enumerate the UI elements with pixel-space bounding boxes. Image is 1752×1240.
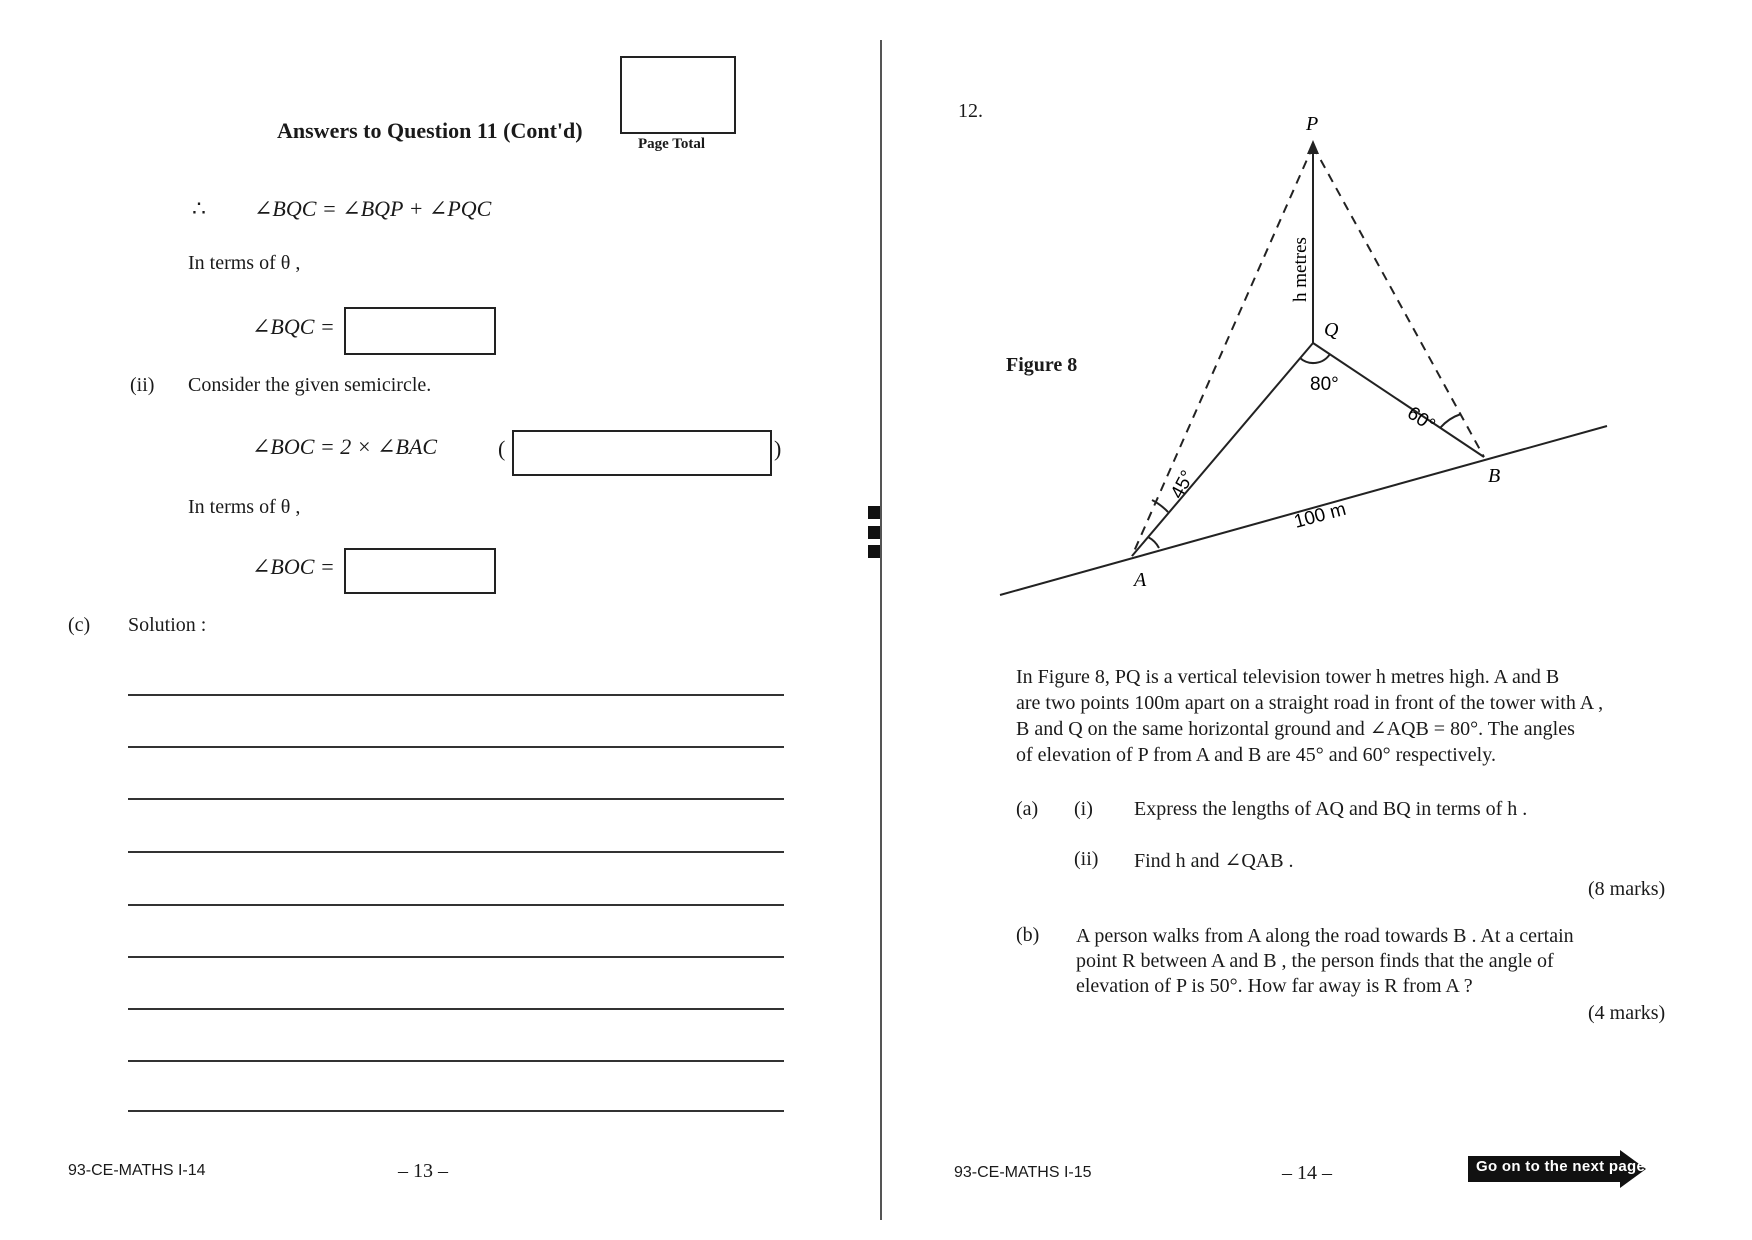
equation-boc-angle: ∠BOC = 2 × ∠BAC: [252, 434, 438, 459]
line-pa-dashed: [1132, 146, 1313, 556]
intro-line: In Figure 8, PQ is a vertical television tower h metres high. A and B: [1016, 666, 1560, 688]
part-b-text: [1076, 924, 1574, 999]
angle-arc-a-inner: [1148, 537, 1159, 548]
part-b-line: A person walks from A along the road towards B . At a certain: [1076, 925, 1574, 947]
part-c-label: (c): [68, 614, 91, 636]
part-a-ii-text: Find h and ∠QAB .: [1134, 850, 1294, 872]
reason-box-boc[interactable]: [512, 430, 772, 476]
answer-line[interactable]: [128, 956, 784, 958]
paren-open: (: [498, 436, 506, 461]
part-a-i-text: Express the lengths of AQ and BQ in terms of h .: [1134, 798, 1528, 820]
page-total-box[interactable]: [620, 56, 736, 134]
label-p: P: [1306, 113, 1319, 135]
figure-label: Figure 8: [1006, 354, 1078, 376]
answer-box-boc[interactable]: [344, 548, 496, 594]
part-a-label: (a): [1016, 798, 1039, 820]
part-b-line: elevation of P is 50°. How far away is R from A ?: [1076, 975, 1473, 997]
answer-line[interactable]: [128, 746, 784, 748]
label-angle-b: 60°: [1403, 402, 1439, 437]
angle-arc-q: [1300, 354, 1330, 363]
in-terms-of-theta-1: In terms of θ ,: [188, 252, 301, 274]
answer-line[interactable]: [128, 798, 784, 800]
equation-bqc-lhs: ∠BQC =: [252, 314, 335, 339]
label-b: B: [1488, 465, 1501, 487]
answer-line[interactable]: [128, 851, 784, 853]
equation-bqc-sum: ∠BQC = ∠BQP + ∠PQC: [254, 196, 492, 221]
page-total-label: Page Total: [638, 136, 706, 152]
angle-arc-b: [1440, 414, 1461, 428]
left-page-number: – 13 –: [398, 1160, 448, 1182]
equation-boc-lhs: ∠BOC =: [252, 554, 335, 579]
right-page-number: – 14 –: [1282, 1162, 1332, 1184]
answer-box-bqc[interactable]: [344, 307, 496, 355]
next-page-label: Go on to the next page: [1476, 1158, 1646, 1175]
part-a-i-label: (i): [1074, 798, 1093, 820]
part-b-label: (b): [1016, 924, 1040, 946]
part-a-marks: (8 marks): [1588, 878, 1666, 900]
line-qb: [1313, 343, 1484, 457]
part-a-ii-label: (ii): [1074, 848, 1099, 870]
answer-line[interactable]: [128, 694, 784, 696]
paren-close: ): [774, 436, 782, 461]
intro-line: are two points 100m apart on a straight road in front of the tower with A ,: [1016, 692, 1604, 714]
therefore-symbol: ∴: [192, 196, 206, 221]
part-b-marks: (4 marks): [1588, 1002, 1666, 1024]
intro-line: B and Q on the same horizontal ground and ∠AQB = 80°. The angles: [1016, 718, 1575, 740]
answer-line[interactable]: [128, 1110, 784, 1112]
registration-mark: [868, 506, 880, 519]
question-intro: [1016, 664, 1676, 768]
intro-line: of elevation of P from A and B are 45° and 60° respectively.: [1016, 744, 1496, 766]
line-qa: [1132, 343, 1313, 556]
right-page-code: 93-CE-MATHS I-15: [954, 1164, 1092, 1181]
label-q: Q: [1324, 319, 1339, 341]
label-angle-a: 45°: [1166, 467, 1199, 503]
left-page-code: 93-CE-MATHS I-14: [68, 1162, 206, 1179]
registration-mark: [868, 526, 880, 539]
angle-arc-a-outer: [1152, 500, 1168, 512]
part-b-line: point R between A and B , the person finds that the angle of: [1076, 950, 1554, 972]
registration-mark: [868, 545, 880, 558]
part-ii-text: Consider the given semicircle.: [188, 374, 432, 396]
label-distance: 100 m: [1291, 498, 1349, 533]
answers-heading: Answers to Question 11 (Cont'd): [277, 118, 583, 143]
in-terms-of-theta-2: In terms of θ ,: [188, 496, 301, 518]
solution-label: Solution :: [128, 614, 207, 636]
figure-8-diagram: [990, 110, 1630, 610]
page-divider: [880, 40, 882, 1220]
label-a: A: [1134, 569, 1147, 591]
next-page-arrow[interactable]: [1468, 1150, 1646, 1188]
line-pb-dashed: [1313, 146, 1484, 457]
label-angle-q: 80°: [1310, 374, 1339, 395]
part-ii-label: (ii): [130, 374, 155, 396]
answer-line[interactable]: [128, 1060, 784, 1062]
question-number: 12.: [958, 100, 983, 122]
answer-line[interactable]: [128, 904, 784, 906]
answer-line[interactable]: [128, 1008, 784, 1010]
label-h-metres: h metres: [1290, 237, 1311, 302]
